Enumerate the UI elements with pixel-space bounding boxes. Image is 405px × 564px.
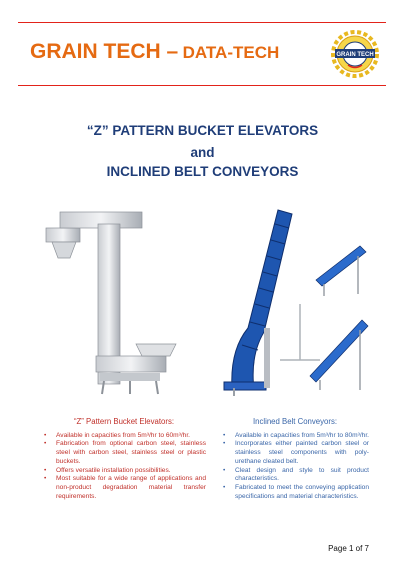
top-rule [18,22,386,23]
list-item: • Available in capacities from 5m³/hr to 80m³/hr. [221,432,369,441]
headline-line2: and [190,145,215,160]
brand-main: GRAIN TECH – [30,40,179,63]
brand-sub: DATA-TECH [182,43,280,62]
headline-line3: INCLINED BELT CONVEYORS [106,164,299,179]
list-item: • Most suitable for a wide range of applications and non-product degradation material transfer requirements. [42,475,206,501]
brand-title [30,40,279,64]
elevator-bullet-list [42,432,206,502]
inclined-conveyor-image [220,200,380,400]
bucket-elevator-image [38,210,188,400]
conveyor-bullet-list [221,432,369,502]
list-item: • Fabrication from optional carbon steel, stainless steel with carbon steel, stainless steel or plastic buckets. [42,440,206,466]
gear-logo-icon [330,29,380,79]
header-bottom-rule [18,85,386,86]
page-number: Page 1 of 7 [328,544,369,553]
headline-line1: “Z” PATTERN BUCKET ELEVATORS [86,123,319,138]
list-item: • Incorporates either painted carbon steel or stainless steel components with poly-urethane cleated belt. [221,440,369,466]
elevator-features [42,418,206,501]
elevator-heading: “Z” Pattern Bucket Elevators: [73,417,175,426]
logo-text: GRAIN TECH [336,52,374,58]
conveyor-heading: Inclined Belt Conveyors: [252,417,338,426]
list-item: • Fabricated to meet the conveying application specifications and material characteristics. [221,484,369,501]
list-item: • Offers versatile installation possibilities. [42,467,206,476]
conveyor-features [221,418,369,501]
list-item: • Available in capacities from 5m³/hr to 60m³/hr. [42,432,206,441]
list-item: • Cleat design and style to suit product characteristics. [221,467,369,484]
